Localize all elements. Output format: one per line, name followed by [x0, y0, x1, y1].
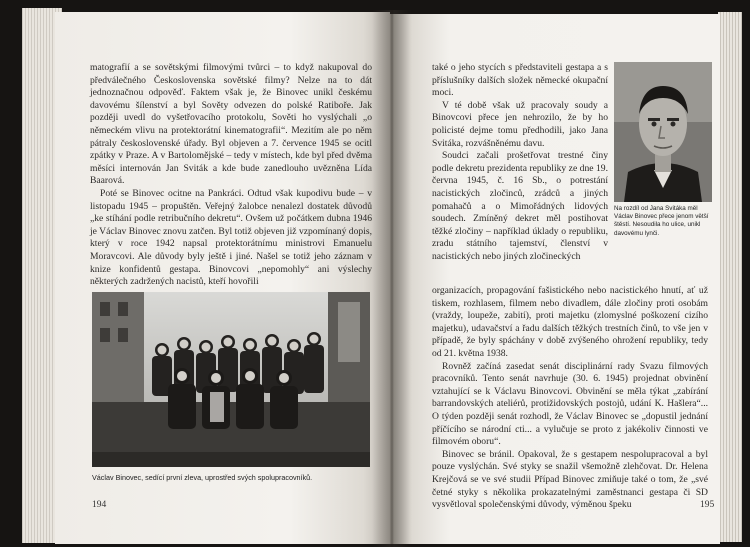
- right-paragraph-3: Soudci začali prošetřovat trestné činy podle dekretu prezidenta republiky ze dne 19. června 1945, č. 16 Sb., o potrestání nacistických zločinců, zrádců a jiných pomahačů a o Mimořádných lidových soudech. Zmíněný dekret měl postihovat těžké zločiny – například úklady o republiku, zradu státního tajemství, členství v nacistických nebo jiných zločineckých: [432, 150, 608, 262]
- page-number-right: 195: [700, 500, 715, 510]
- page-stack-edge-right: [718, 12, 742, 542]
- book-spine-shadow: [372, 10, 412, 547]
- right-paragraph-4: organizacích, propagování fašistického nebo nacistického hnutí, ať už tiskem, rozhlasem, filmem nebo divadlem, dále zločiny proti osobám (vraždy, loupeže, zabití), proti majetku (zlomyslné poškození cizího majetku), udavačství a řadu dalších těžkých trestních činů, to vše jen v případě, že byly spáchány v době zvýšeného ohrožení republiky, tedy od 21. května 1938.: [432, 285, 708, 359]
- page-number-left: 194: [92, 500, 107, 510]
- left-page-text: [90, 62, 372, 289]
- left-paragraph-2: Poté se Binovec ocitne na Pankráci. Odtud však kupodivu bude – v listopadu 1945 – propuštěn. Veřejný žalobce nenalezl dostatek důvodů „ke stíhání podle retribučního dekretu“. Ovšem už počátkem dubna 1946 je Václav Binovec znovu zatčen. Byl totiž objeven již vzpomínaný dopis, který v roce 1942 napsal protektorátnímu ministrovi Emanuelu Moravcovi. Ale důvody byly ještě i jiné. Našel se totiž jeho záznam v knize konfidentů gestapa. Binovcovi „nepomohly“ ani výslechy některých zadržených nacistů, kteří hovořili: [90, 187, 372, 288]
- portrait-caption: Na rozdíl od Jana Svitáka měl Václav Binovec přece jenom větší štěstí. Nesoudila ho ulice, unikl davovému lynči.: [614, 205, 709, 237]
- right-page-text-top: [432, 62, 608, 264]
- right-paragraph-6: Binovec se bránil. Opakoval, že s gestapem nespolupracoval a byl pouze vyslýchán. Své styky se snažil všemožně zlehčovat. Dr. Helena Krejčová se ve své studii Případ Binovec zmiňuje také o tom, že „své četné styky s několika prokazatelnými zaměstnanci gestapa či SD vysvětloval společenskými důvody, výměnou špeku: [432, 448, 708, 511]
- group-photo: [92, 292, 370, 467]
- right-paragraph-5: Rovněž začíná zasedat senát disciplinární rady Svazu filmových pracovníků. Tento senát navrhuje (30. 6. 1945) projednat obvinění vztahující se k Václavu Binovcovi. Obvinění se měla týkat „zabírání barrandovských ateliérů, protižidovských postojů, udání K. Hašlera“... O týden později senát rozhodl, že Václav Binovec se „dopustil jednání příčícího se národní cti... a vylučuje se proto z jakékoliv činnosti ve filmovém oboru“.: [432, 360, 708, 448]
- left-paragraph-1: matografií a se sovětskými filmovými tvůrci – to když nakupoval do předválečného Československa sovětské filmy? Nelze na to dát jednoznačnou odpověď. Faktem však je, že Binovec unikl českému davovému šílenství a byl Sověty odvezen do polské Ratiboře. Jak později uvedl do vyšetřovacího protokolu, Sověti ho vyslýchali „o německém vlivu na protektorátní kinematografii“. Mezitím ale po něm pátraly československé úřady. Byl objeven a 7. července 1945 se ocitl zpátky v Praze. A v Bartolomějské – tedy v místech, kde byl před dvěma měsíci internován Jan Sviták a kde bude zanedlouho uvězněna Lída Baarová.: [90, 62, 372, 187]
- right-paragraph-1: také o jeho stycích s představiteli gestapa a s příslušníky dalších složek německé okupační moci.: [432, 62, 608, 99]
- left-photo-caption: Václav Binovec, sedící první zleva, uprostřed svých spolupracovníků.: [92, 473, 313, 482]
- portrait-photo: [614, 62, 712, 202]
- right-page-text-full: [432, 285, 708, 512]
- right-paragraph-2: V té době však už pracovaly soudy a Binovcovi přece jen nehrozilo, že by ho policisté dejme tomu předhodili, jako Jana Svitáka, rozvášněnému davu.: [432, 99, 608, 149]
